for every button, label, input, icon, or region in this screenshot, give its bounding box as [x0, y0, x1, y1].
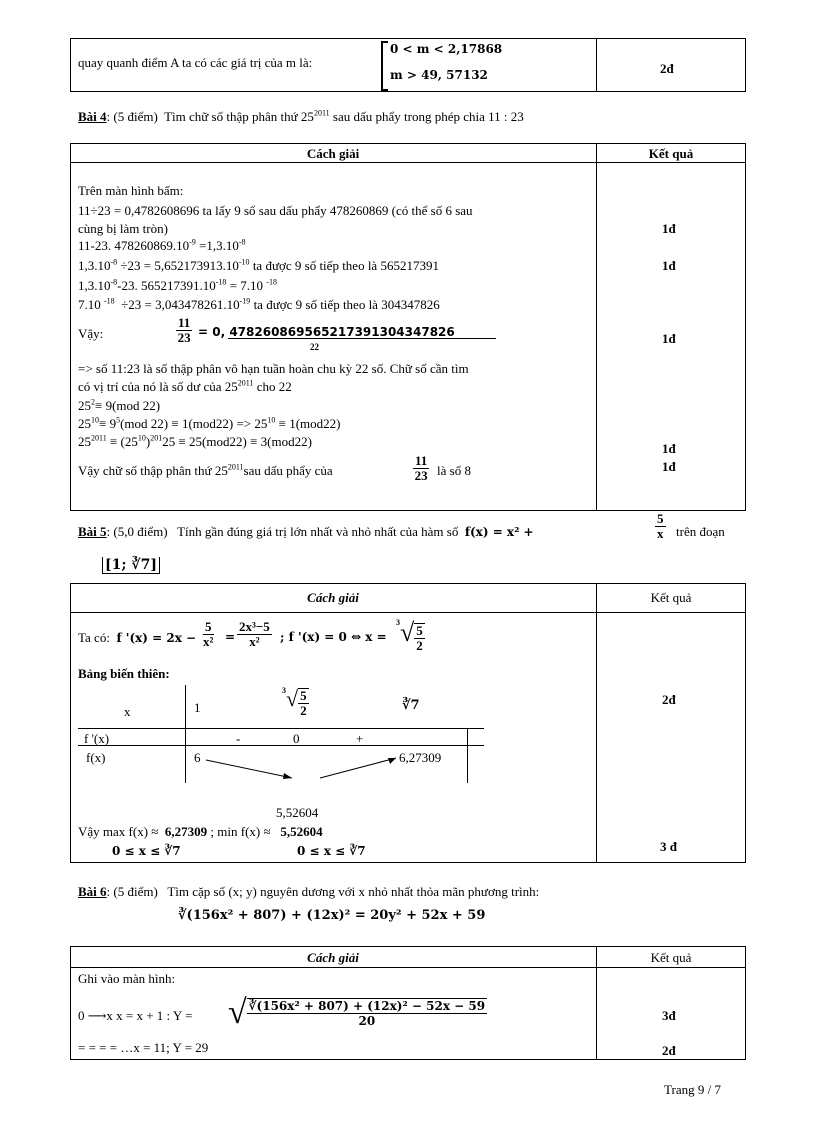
- bai4-line-3: cùng bị làm tròn): [78, 221, 168, 236]
- bai4-l7-exp: -18: [104, 296, 115, 306]
- bbt-arrow-up: [320, 758, 396, 778]
- bai4-divider: [596, 143, 597, 511]
- bai6-head-result: Kết quả: [650, 950, 692, 965]
- bai4-prompt-exp: 2011: [313, 108, 330, 118]
- bbt-vline-2: [467, 728, 468, 783]
- bai4-l13-tail3: 25 ≡ 25(mod22) ≡ 3(mod22): [162, 434, 312, 449]
- bai4-l5-a: 1,3.10: [78, 258, 111, 273]
- bai6-heading: [78, 884, 539, 900]
- bai4-l4-a: 11-23. 478260869.10: [78, 238, 190, 253]
- bai5-prompt: Tính gần đúng giá trị lớn nhất và nhỏ nhất của hàm số: [177, 524, 459, 539]
- bai4-l6-exp3: -18: [266, 277, 277, 287]
- bai6-sqrt-num: ∛(156x² + 807) + (12x)² − 52x − 59: [248, 999, 486, 1013]
- bai4-vay-frac: [176, 316, 192, 345]
- top-row-text: quay quanh điểm A ta có các giá trị của m là:: [78, 55, 313, 70]
- bai5-max-label: Vậy max f(x) ≈: [78, 824, 159, 839]
- bai4-score-2: 1đ: [662, 258, 676, 273]
- bai4-l13-tail2: ): [145, 434, 151, 449]
- bai4-l13-exp: 2011: [91, 433, 107, 443]
- bai4-l6-exp2: -18: [215, 277, 227, 287]
- bai6-label: Bài 6: [78, 884, 107, 899]
- bbt-f-right: 6,27309: [399, 750, 442, 765]
- bai4-score-4: 1đ: [662, 441, 676, 456]
- bai4-l10-exp: 2011: [237, 378, 254, 388]
- bbt-f-min: 5,52604: [276, 805, 319, 820]
- bai5-max-line: [78, 824, 323, 840]
- bai4-line-5: [78, 258, 439, 274]
- bai4-l4-exp2: -8: [238, 237, 246, 247]
- bai6-loop-a: 0: [78, 1008, 85, 1023]
- bbt-x2: $^3$√ $\frac{5}{2}$: [282, 686, 307, 719]
- bai4-score-1: 1đ: [662, 221, 676, 236]
- bai4-l7-a: 7.10: [78, 297, 101, 312]
- bai5-under-2: 0 ≤ x ≤ ∛7: [297, 844, 366, 858]
- bai5-score-2: 3 đ: [660, 839, 677, 854]
- bai5-score-1: 2đ: [662, 692, 676, 707]
- bai4-line-14: [78, 463, 333, 479]
- bai5-header-line: [70, 612, 746, 613]
- bai5-points: : (5,0 điểm): [106, 524, 168, 539]
- bai5-func-num: 5: [657, 511, 664, 526]
- bbt-arrow-down: [206, 760, 292, 778]
- bai4-l12-tail3: ≡ 1(mod22): [275, 416, 341, 431]
- bai5-deriv-zero: ; f '(x) = 0 ⇔ x =: [280, 630, 387, 644]
- bai5-deriv-line: [78, 630, 196, 646]
- bai4-heading: [78, 109, 524, 125]
- bai6-loop-b: x x = x + 1 : Y =: [106, 1008, 193, 1023]
- bai4-l6-a: 1,3.10: [78, 278, 111, 293]
- bai4-l5-rest: ÷23 = 5,652173913.10: [120, 258, 239, 273]
- bai4-l12-exp: 10: [91, 415, 99, 425]
- bbt-x2-den: 2: [300, 703, 307, 719]
- bai4-header-line: [70, 162, 746, 163]
- bai6-result-line: = = = = …x = 11; Y = 29: [78, 1040, 209, 1055]
- bai4-line-4: [78, 238, 246, 254]
- bai6-arrow-icon: ⟶: [87, 1008, 107, 1023]
- bbt-row-f: f(x): [86, 750, 106, 765]
- bai5-deriv-frac2: [237, 620, 272, 649]
- bai4-line-10: [78, 379, 292, 395]
- bai4-l12-exp2: 5: [116, 415, 121, 425]
- bai5-head-method: Cách giải: [307, 590, 359, 605]
- bai4-prompt-a: Tìm chữ số thập phân thứ 25: [164, 109, 314, 124]
- bai5-interval: [1; ∛7]: [102, 557, 160, 574]
- bai6-prompt: Tìm cặp số (x; y) nguyên dương với x nhỏ nhất thỏa mãn phương trình:: [167, 884, 540, 899]
- top-row-bracket: [381, 41, 388, 91]
- bai5-divider: [596, 583, 597, 863]
- bbt-hline-1: [78, 728, 484, 729]
- bai5-min-val: 5,52604: [280, 824, 323, 839]
- bai4-prompt-b: sau dấu phẩy trong phép chia 11 : 23: [329, 109, 524, 124]
- bbt-arrow-down-head: [283, 773, 292, 779]
- bai4-l14-den: 23: [414, 468, 428, 483]
- bai4-vay-value: = 0, 478260869565217391304347826: [198, 325, 455, 339]
- bai6-sqrt-den: 20: [358, 1014, 376, 1028]
- bai5-func-frac: [655, 512, 666, 541]
- bai4-vay-period: 22: [310, 342, 319, 352]
- bbt-f-left: 6: [194, 750, 201, 765]
- bai5-func-den: x: [657, 526, 664, 541]
- bai6-sqrt: √ $\frac{\text{∛(156x² + 807) + (12x)² − 52x − 59}}{20}$: [228, 994, 486, 1031]
- bai6-head-method: Cách giải: [307, 950, 359, 965]
- bai4-vay-den: 23: [177, 330, 191, 345]
- bai4-line-vay: Vậy:: [78, 326, 104, 341]
- bbt-vline-1: [185, 685, 186, 783]
- bai5-min-label: ; min f(x) ≈: [210, 824, 271, 839]
- bbt-x2-num: 5: [300, 688, 307, 704]
- top-row-cond2: m > 49, 57132: [390, 68, 488, 82]
- bai6-ghi: Ghi vào màn hình:: [78, 971, 176, 986]
- bai4-l6-exp: -8: [110, 277, 118, 287]
- bai4-l12-exp3: 10: [267, 415, 276, 425]
- bai4-line-6: [78, 278, 277, 294]
- bai4-label: Bài 4: [78, 109, 107, 124]
- bai4-l14-end: là số 8: [437, 463, 471, 478]
- bai5-prompt-end: trên đoạn: [676, 524, 725, 539]
- bai4-vay-overbar: [228, 338, 496, 339]
- bai4-l14-exp: 2011: [227, 462, 244, 472]
- bai4-l13-a: 25: [78, 434, 91, 449]
- bai4-l5-exp2: -10: [238, 257, 250, 267]
- bai4-head-result: Kết quả: [648, 146, 694, 161]
- bai4-points: : (5 điểm): [106, 109, 158, 124]
- bai4-l14-tail: sau dấu phẩy của: [243, 463, 333, 478]
- bai4-l10-a: có vị trí của nó là số dư của 25: [78, 379, 238, 394]
- bai6-score-1: 3đ: [662, 1008, 676, 1023]
- bai4-l6-rest: -23. 565217391.10: [117, 278, 216, 293]
- bai4-l6-tail: = 7.10: [226, 278, 264, 293]
- bai4-l11-tail: ≡ 9(mod 22): [95, 398, 161, 413]
- bai4-line-7: [78, 297, 440, 313]
- bai6-loop: [78, 1008, 192, 1024]
- bai4-l12-a: 25: [78, 416, 91, 431]
- bai4-l14-frac: [413, 454, 429, 483]
- bai4-l13-tail: ≡ (25: [106, 434, 138, 449]
- bai4-score-3: 1đ: [662, 331, 676, 346]
- bai4-l7-exp2: -19: [239, 296, 251, 306]
- bbt-sign-minus: -: [236, 731, 241, 746]
- page-footer: Trang 9 / 7: [664, 1082, 721, 1097]
- bai5-bang: Bảng biến thiên:: [78, 666, 170, 681]
- bbt-hline-2: [78, 745, 484, 746]
- bai4-l11-exp: 2: [91, 397, 95, 407]
- bai4-score-5: 1đ: [662, 459, 676, 474]
- bai4-l11-a: 25: [78, 398, 91, 413]
- bai4-l10-tail: cho 22: [253, 379, 292, 394]
- bai5-deriv-eq: =: [225, 630, 236, 644]
- bai4-l13-exp3: 201: [150, 433, 163, 443]
- bai5-root-den: 2: [416, 638, 423, 654]
- bai5-taco: Ta có:: [78, 630, 110, 645]
- bai5-root: $^3$√ $\frac{5}{2}$: [396, 618, 423, 654]
- bai5-func: f(x) = x² +: [464, 525, 534, 539]
- bai5-deriv-frac1: [203, 620, 214, 649]
- bai5-heading: [78, 524, 534, 540]
- top-table-divider: [596, 38, 597, 92]
- bai4-line-12: [78, 416, 341, 432]
- bai5-deriv-n1: 5: [205, 619, 212, 634]
- bbt-arrow-up-head: [388, 758, 396, 764]
- bai4-l12-tail: ≡ 9: [99, 416, 117, 431]
- bbt-x1: 1: [194, 700, 201, 715]
- bai4-vay-num: 11: [178, 315, 191, 330]
- bai4-head-method: Cách giải: [306, 146, 360, 161]
- bai5-deriv-n2: 2x³−5: [239, 619, 270, 634]
- bbt-x3: ∛7: [402, 698, 420, 713]
- bai6-points: : (5 điểm): [106, 884, 158, 899]
- bai4-l4-exp: -9: [189, 237, 196, 247]
- bai5-under-1: 0 ≤ x ≤ ∛7: [112, 844, 181, 858]
- bai6-equation: ∛(156x² + 807) + (12x)² = 20y² + 52x + 59: [178, 908, 486, 923]
- bbt-sign-zero: 0: [293, 731, 300, 746]
- bai5-head-result: Kết quả: [650, 590, 692, 605]
- bai6-score-2: 2đ: [662, 1043, 676, 1058]
- bai4-l4-rest: =1,3.10: [199, 238, 239, 253]
- bai4-line-2: 11÷23 = 0,4782608696 ta lấy 9 số sau dấu phẩy 478260869 (có thể số 6 sau: [78, 203, 473, 218]
- bai4-l7-tail: ta được 9 số tiếp theo là 304347826: [250, 297, 440, 312]
- bai4-line-11: [78, 398, 160, 414]
- bai5-label: Bài 5: [78, 524, 107, 539]
- bai4-l5-exp: -8: [110, 257, 118, 267]
- bai4-line-9: => số 11:23 là số thập phân vô hạn tuần hoàn chu kỳ 22 số. Chữ số cần tìm: [78, 361, 469, 376]
- bai5-deriv-d2: x²: [249, 634, 260, 649]
- bai4-line-13: [78, 434, 312, 450]
- bai4-l14-a: Vậy chữ số thập phân thứ 25: [78, 463, 228, 478]
- bai5-root-num: 5: [416, 623, 423, 639]
- bai4-l7-rest: ÷23 = 3,043478261.10: [121, 297, 240, 312]
- bbt-row-x: x: [124, 704, 131, 719]
- bbt-row-fp: f '(x): [84, 731, 110, 746]
- bai5-deriv-d1: x²: [203, 634, 214, 649]
- bai4-l13-exp2: 10: [137, 433, 146, 443]
- bbt-arrows: [200, 755, 400, 785]
- bai6-header-line: [70, 967, 746, 968]
- bai4-l12-tail2: (mod 22) ≡ 1(mod22) => 25: [120, 416, 268, 431]
- bai5-deriv: f '(x) = 2x −: [116, 631, 197, 645]
- bai4-line-1: Trên màn hình bấm:: [78, 183, 184, 198]
- bai5-max-val: 6,27309: [164, 824, 208, 839]
- bbt-sign-plus: +: [356, 731, 364, 746]
- top-row-cond1: 0 < m < 2,17868: [390, 42, 503, 56]
- bai4-l14-num: 11: [415, 453, 428, 468]
- top-row-score: 2đ: [660, 61, 674, 76]
- bai4-l5-tail: ta được 9 số tiếp theo là 565217391: [249, 258, 439, 273]
